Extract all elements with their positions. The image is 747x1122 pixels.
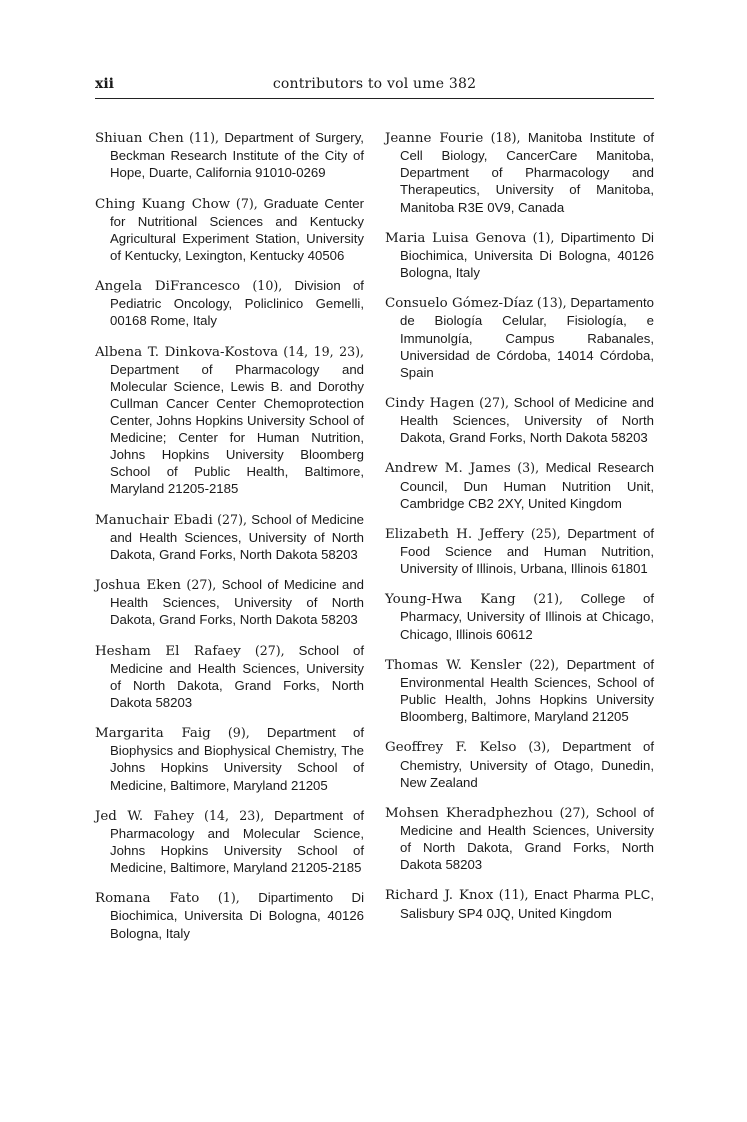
contributor-entry bbox=[95, 889, 364, 941]
contributor-name: Ching Kuang Chow bbox=[95, 196, 231, 212]
chapter-numbers: (1), bbox=[217, 890, 240, 906]
contributor-name: Manuchair Ebadi bbox=[95, 512, 213, 528]
running-header bbox=[95, 72, 654, 99]
chapter-numbers: (14, 19, 23), bbox=[283, 343, 365, 359]
contributor-affiliation: Department of Biophysics and Biophysical Chemistry, The Johns Hopkins University School of Medicine, Baltimore, Maryland 21205 bbox=[110, 725, 364, 793]
chapter-numbers: (27), bbox=[559, 804, 590, 820]
chapter-numbers: (11), bbox=[498, 887, 529, 903]
contributor-affiliation: Department of Pharmacology and Molecular Science, Johns Hopkins University School of Medicine, Baltimore, Maryland 21205-2185 bbox=[110, 807, 365, 876]
contributor-affiliation: School of Medicine and Health Sciences, University of North Dakota, Grand Forks, North Dakota 58203 bbox=[110, 577, 365, 628]
contributor-name: Cindy Hagen bbox=[385, 395, 475, 411]
chapter-numbers: (18), bbox=[490, 130, 521, 146]
contributor-entry bbox=[95, 277, 364, 329]
contributor-affiliation: School of Medicine and Health Sciences, University of North Dakota, Grand Forks, North Dakota 58203 bbox=[110, 642, 364, 710]
contributor-name: Margarita Faig bbox=[95, 726, 211, 742]
contributor-name: Maria Luisa Genova bbox=[385, 230, 527, 246]
contributor-affiliation: Department of Surgery, Beckman Research Institute of the City of Hope, Duarte, California 91010-0269 bbox=[110, 130, 364, 181]
chapter-numbers: (7), bbox=[235, 195, 258, 211]
contributor-affiliation: College of Pharmacy, University of Illinois at Chicago, Chicago, Illinois 60612 bbox=[400, 591, 654, 642]
contributor-entry bbox=[95, 724, 364, 793]
contributor-entry bbox=[95, 343, 364, 498]
chapter-numbers: (11), bbox=[189, 130, 219, 146]
chapter-numbers: (13), bbox=[536, 295, 567, 311]
contributor-entry bbox=[385, 804, 654, 873]
contributor-name: Romana Fato bbox=[95, 891, 200, 907]
contributor-affiliation: School of Medicine and Health Sciences, University of North Dakota, Grand Forks, North Dakota 58203 bbox=[110, 511, 364, 562]
right-column bbox=[385, 116, 654, 951]
contributor-affiliation: Graduate Center for Nutritional Sciences and Kentucky Agricultural Experiment Station, University of Kentucky, Lexington, Kentucky 40506 bbox=[110, 195, 364, 263]
contributor-name: Jed W. Fahey bbox=[95, 808, 195, 824]
contributor-name: Richard J. Knox bbox=[385, 888, 494, 904]
contributor-entry bbox=[385, 459, 654, 511]
contributor-affiliation: Enact Pharma PLC, Salisbury SP4 0JQ, United Kingdom bbox=[400, 887, 654, 921]
contributor-entry bbox=[385, 525, 654, 577]
contributor-entry bbox=[95, 511, 364, 563]
contributor-affiliation: Division of Pediatric Oncology, Policlinico Gemelli, 00168 Rome, Italy bbox=[110, 278, 364, 329]
chapter-numbers: (27), bbox=[479, 394, 509, 410]
chapter-numbers: (9), bbox=[227, 725, 250, 741]
contributor-entry bbox=[95, 129, 364, 181]
contributor-affiliation: Dipartimento Di Biochimica, Universita Di Bologna, 40126 Bologna, Italy bbox=[110, 890, 364, 941]
document-page bbox=[95, 72, 654, 951]
contributor-entry bbox=[95, 807, 364, 876]
contributor-entry bbox=[385, 294, 654, 380]
contributor-affiliation: School of Medicine and Health Sciences, University of North Dakota, Grand Forks, North Dakota 58203 bbox=[400, 394, 654, 446]
contributor-entry bbox=[385, 229, 654, 281]
chapter-numbers: (14, 23), bbox=[204, 807, 265, 823]
contributor-name: Joshua Eken bbox=[95, 578, 181, 594]
chapter-numbers: (27), bbox=[254, 642, 285, 658]
contributor-entry bbox=[95, 642, 364, 711]
contributor-affiliation: School of Medicine and Health Sciences, University of North Dakota, Grand Forks, North Dakota 58203 bbox=[400, 804, 654, 873]
chapter-numbers: (10), bbox=[252, 278, 283, 294]
contributor-affiliation: Manitoba Institute of Cell Biology, CancerCare Manitoba, Department of Pharmacology and Therapeutics, University of Manitoba, Manitoba R3E 0V9, Canada bbox=[400, 130, 654, 215]
chapter-numbers: (1), bbox=[532, 229, 555, 245]
contributor-name: Consuelo Gómez-Díaz bbox=[385, 296, 534, 312]
chapter-numbers: (25), bbox=[530, 525, 561, 541]
contributor-affiliation: Department of Chemistry, University of Otago, Dunedin, New Zealand bbox=[400, 739, 654, 790]
chapter-numbers: (27), bbox=[217, 511, 247, 527]
contributor-name: Andrew M. James bbox=[385, 461, 511, 477]
contributor-name: Young-Hwa Kang bbox=[385, 592, 516, 608]
contributor-entry bbox=[385, 590, 654, 642]
chapter-numbers: (22), bbox=[529, 656, 560, 672]
contributor-columns bbox=[95, 116, 654, 951]
contributor-affiliation: Department of Pharmacology and Molecular Science, Lewis B. and Dorothy Cullman Cancer Center Chemoprotection Center, Johns Hopkins University School of Medicine; Center for Human Nutrition, Johns Hopkins University Bloomberg School of Public Health, Baltimore, Maryland 21205-2185 bbox=[110, 361, 364, 497]
page-number: xii bbox=[95, 76, 114, 92]
contributor-affiliation: Departamento de Biología Celular, Fisiología, e Immunolgía, Campus Rabanales, Universidad de Córdoba, 14014 Córdoba, Spain bbox=[400, 295, 654, 380]
chapter-numbers: (3), bbox=[517, 460, 540, 476]
contributor-name: Thomas W. Kensler bbox=[385, 657, 522, 673]
running-title: contributors to vol ume 382 bbox=[272, 76, 477, 92]
contributor-name: Mohsen Kheradphezhou bbox=[385, 805, 553, 821]
contributor-name: Elizabeth H. Jeffery bbox=[385, 526, 525, 542]
contributor-affiliation: Dipartimento Di Biochimica, Universita Di Bologna, 40126 Bologna, Italy bbox=[400, 229, 654, 281]
contributor-name: Hesham El Rafaey bbox=[95, 643, 241, 659]
contributor-affiliation: Medical Research Council, Dun Human Nutrition Unit, Cambridge CB2 2XY, United Kingdom bbox=[400, 460, 655, 511]
contributor-name: Geoffrey F. Kelso bbox=[385, 740, 517, 756]
chapter-numbers: (3), bbox=[528, 739, 551, 755]
contributor-name: Angela DiFrancesco bbox=[95, 279, 241, 295]
contributor-entry bbox=[385, 738, 654, 790]
left-column bbox=[95, 116, 364, 951]
contributor-name: Shiuan Chen bbox=[95, 131, 184, 147]
contributor-name: Jeanne Fourie bbox=[385, 131, 484, 147]
contributor-affiliation: Department of Environmental Health Sciences, School of Public Health, Johns Hopkins University Bloomberg, Baltimore, Maryland 21205 bbox=[400, 656, 655, 725]
contributor-affiliation: Department of Food Science and Human Nutrition, University of Illinois, Urbana, Illinois 61801 bbox=[400, 525, 655, 577]
contributor-entry bbox=[95, 576, 364, 628]
contributor-entry bbox=[385, 886, 654, 921]
contributor-entry bbox=[385, 656, 654, 725]
contributor-entry bbox=[385, 394, 654, 446]
contributor-entry bbox=[385, 129, 654, 215]
chapter-numbers: (27), bbox=[186, 577, 217, 593]
chapter-numbers: (21), bbox=[533, 591, 564, 607]
contributor-name: Albena T. Dinkova-Kostova bbox=[95, 344, 279, 360]
contributor-entry bbox=[95, 195, 364, 264]
